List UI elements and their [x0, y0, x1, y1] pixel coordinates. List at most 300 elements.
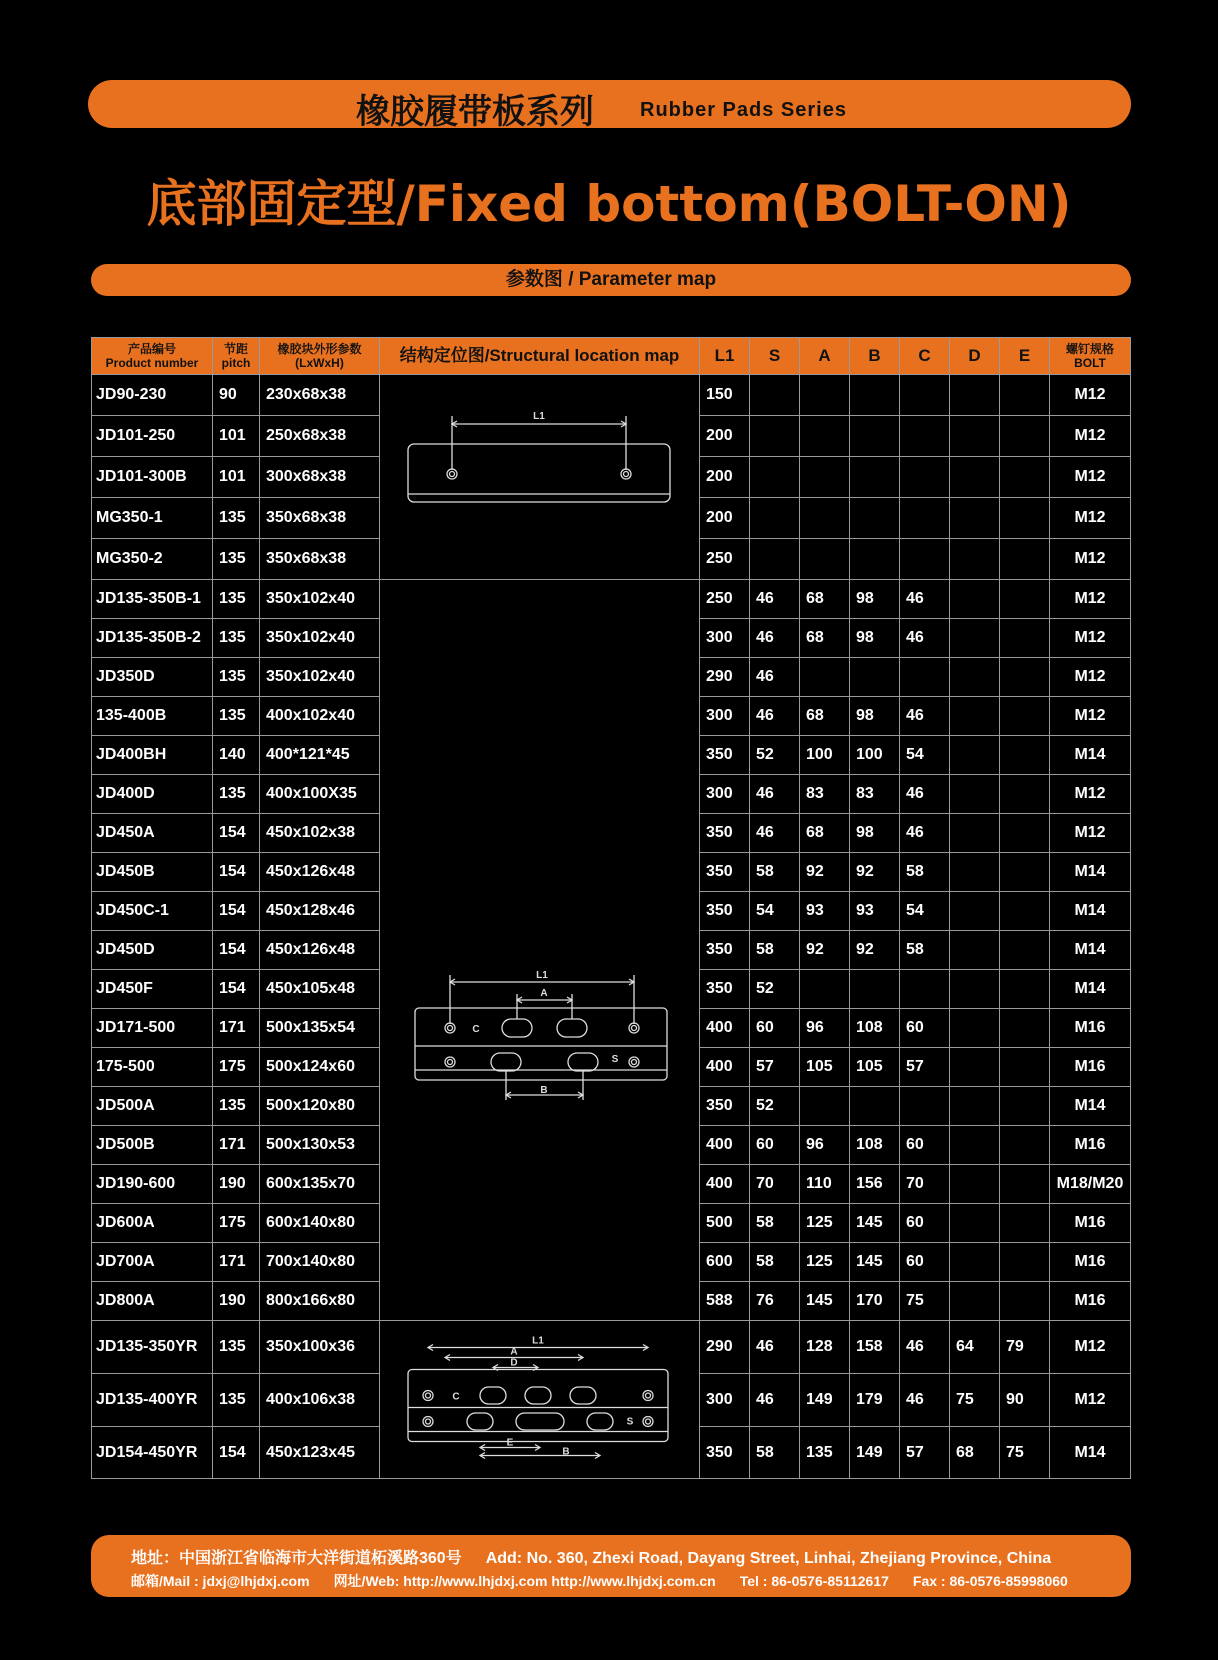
- diagram-label: E: [506, 1437, 514, 1449]
- size-cell: 400x100X35: [260, 775, 380, 814]
- s-cell: 46: [750, 619, 800, 658]
- l1-cell: 350: [700, 931, 750, 970]
- c-cell: [900, 498, 950, 539]
- size-cell: 350x68x38: [260, 539, 380, 580]
- c-cell: 54: [900, 892, 950, 931]
- l1-cell: 350: [700, 853, 750, 892]
- s-cell: 58: [750, 1204, 800, 1243]
- pitch-cell: 135: [213, 1374, 260, 1427]
- bolt-cell: M16: [1050, 1009, 1131, 1048]
- product-cell: JD135-350YR: [92, 1321, 213, 1374]
- d-cell: [950, 892, 1000, 931]
- b-cell: 145: [850, 1204, 900, 1243]
- pitch-cell: 154: [213, 892, 260, 931]
- product-cell: JD450D: [92, 931, 213, 970]
- d-cell: [950, 736, 1000, 775]
- a-cell: 149: [800, 1374, 850, 1427]
- header-b: B: [850, 338, 900, 375]
- a-cell: [800, 498, 850, 539]
- d-cell: 64: [950, 1321, 1000, 1374]
- size-cell: 500x124x60: [260, 1048, 380, 1087]
- a-cell: 135: [800, 1427, 850, 1479]
- b-cell: 145: [850, 1243, 900, 1282]
- product-cell: JD101-250: [92, 416, 213, 457]
- pitch-cell: 140: [213, 736, 260, 775]
- product-cell: JD700A: [92, 1243, 213, 1282]
- s-cell: 52: [750, 1087, 800, 1126]
- e-cell: [1000, 970, 1050, 1009]
- e-cell: [1000, 619, 1050, 658]
- d-cell: [950, 416, 1000, 457]
- address-en: Add: No. 360, Zhexi Road, Dayang Street, Linhai, Zhejiang Province, China: [485, 1550, 1052, 1567]
- c-cell: [900, 539, 950, 580]
- pitch-cell: 135: [213, 775, 260, 814]
- diagram-label: D: [510, 1357, 518, 1369]
- s-cell: [750, 375, 800, 416]
- size-cell: 450x126x48: [260, 853, 380, 892]
- l1-cell: 300: [700, 697, 750, 736]
- d-cell: 68: [950, 1427, 1000, 1479]
- table-header-row: [92, 338, 1131, 375]
- e-cell: 79: [1000, 1321, 1050, 1374]
- spec-table-wrapper: [91, 337, 1131, 1479]
- d-cell: [950, 970, 1000, 1009]
- address-line: [131, 1545, 1051, 1568]
- product-cell: JD171-500: [92, 1009, 213, 1048]
- web-text: 网址/Web: http://www.lhjdxj.com http://www.lhjdxj.com.cn: [333, 1573, 716, 1589]
- bolt-cell: M12: [1050, 619, 1131, 658]
- header-a: A: [800, 338, 850, 375]
- l1-cell: 250: [700, 539, 750, 580]
- bolt-cell: M14: [1050, 1087, 1131, 1126]
- b-cell: 158: [850, 1321, 900, 1374]
- product-cell: JD350D: [92, 658, 213, 697]
- bolt-cell: M16: [1050, 1204, 1131, 1243]
- s-cell: 52: [750, 736, 800, 775]
- size-cell: 450x126x48: [260, 931, 380, 970]
- mail-text: 邮箱/Mail : jdxj@lhjdxj.com: [131, 1573, 310, 1589]
- product-cell: JD450C-1: [92, 892, 213, 931]
- a-cell: 92: [800, 853, 850, 892]
- size-cell: 450x123x45: [260, 1427, 380, 1479]
- s-cell: 54: [750, 892, 800, 931]
- a-cell: 92: [800, 931, 850, 970]
- l1-cell: 400: [700, 1009, 750, 1048]
- c-cell: 60: [900, 1204, 950, 1243]
- size-cell: 350x100x36: [260, 1321, 380, 1374]
- s-cell: 60: [750, 1126, 800, 1165]
- d-cell: [950, 931, 1000, 970]
- e-cell: [1000, 1282, 1050, 1321]
- l1-cell: 500: [700, 1204, 750, 1243]
- bolt-cell: M16: [1050, 1282, 1131, 1321]
- table-row: [92, 1321, 1131, 1374]
- bolt-cell: M12: [1050, 539, 1131, 580]
- l1-cell: 400: [700, 1126, 750, 1165]
- diagram-label: A: [510, 1346, 518, 1358]
- a-cell: [800, 539, 850, 580]
- b-cell: 98: [850, 580, 900, 619]
- a-cell: 145: [800, 1282, 850, 1321]
- e-cell: [1000, 658, 1050, 697]
- b-cell: [850, 498, 900, 539]
- b-cell: 179: [850, 1374, 900, 1427]
- bolt-cell: M16: [1050, 1126, 1131, 1165]
- pitch-cell: 171: [213, 1126, 260, 1165]
- b-cell: [850, 970, 900, 1009]
- table-row: [92, 375, 1131, 416]
- pitch-cell: 135: [213, 1087, 260, 1126]
- contact-footer: [91, 1535, 1131, 1597]
- b-cell: 93: [850, 892, 900, 931]
- product-cell: 175-500: [92, 1048, 213, 1087]
- pitch-cell: 171: [213, 1009, 260, 1048]
- c-cell: 46: [900, 697, 950, 736]
- c-cell: [900, 970, 950, 1009]
- a-cell: 128: [800, 1321, 850, 1374]
- c-cell: 60: [900, 1243, 950, 1282]
- structure-diagram: [380, 580, 700, 1321]
- e-cell: [1000, 375, 1050, 416]
- e-cell: 90: [1000, 1374, 1050, 1427]
- bolt-cell: M12: [1050, 375, 1131, 416]
- e-cell: [1000, 1204, 1050, 1243]
- pitch-cell: 190: [213, 1165, 260, 1204]
- size-cell: 350x68x38: [260, 498, 380, 539]
- pitch-cell: 135: [213, 580, 260, 619]
- a-cell: [800, 658, 850, 697]
- size-cell: 800x166x80: [260, 1282, 380, 1321]
- l1-cell: 290: [700, 658, 750, 697]
- pitch-cell: 101: [213, 457, 260, 498]
- bolt-cell: M14: [1050, 931, 1131, 970]
- product-cell: JD800A: [92, 1282, 213, 1321]
- size-cell: 400x106x38: [260, 1374, 380, 1427]
- pitch-cell: 175: [213, 1048, 260, 1087]
- pitch-cell: 154: [213, 931, 260, 970]
- size-cell: 350x102x40: [260, 658, 380, 697]
- size-cell: 250x68x38: [260, 416, 380, 457]
- series-title-en: Rubber Pads Series: [640, 99, 847, 121]
- e-cell: [1000, 853, 1050, 892]
- size-cell: 350x102x40: [260, 619, 380, 658]
- b-cell: 98: [850, 697, 900, 736]
- product-cell: JD190-600: [92, 1165, 213, 1204]
- l1-cell: 350: [700, 970, 750, 1009]
- product-cell: JD101-300B: [92, 457, 213, 498]
- pitch-cell: 175: [213, 1204, 260, 1243]
- a-cell: 93: [800, 892, 850, 931]
- table-row: [92, 580, 1131, 619]
- l1-cell: 350: [700, 814, 750, 853]
- diagram-label: S: [626, 1416, 634, 1428]
- size-cell: 500x120x80: [260, 1087, 380, 1126]
- e-cell: [1000, 498, 1050, 539]
- pitch-cell: 135: [213, 658, 260, 697]
- pitch-cell: 135: [213, 619, 260, 658]
- c-cell: 60: [900, 1126, 950, 1165]
- l1-cell: 250: [700, 580, 750, 619]
- b-cell: 105: [850, 1048, 900, 1087]
- a-cell: 105: [800, 1048, 850, 1087]
- diagram-label: C: [452, 1391, 460, 1403]
- bolt-cell: M12: [1050, 580, 1131, 619]
- product-cell: JD135-400YR: [92, 1374, 213, 1427]
- c-cell: 46: [900, 1321, 950, 1374]
- diagram-label: A: [540, 988, 548, 999]
- diagram-label: S: [611, 1054, 619, 1065]
- l1-cell: 400: [700, 1165, 750, 1204]
- s-cell: 52: [750, 970, 800, 1009]
- diagram-label: L1: [536, 970, 548, 981]
- e-cell: [1000, 1087, 1050, 1126]
- product-cell: JD400D: [92, 775, 213, 814]
- s-cell: 46: [750, 580, 800, 619]
- product-cell: JD450B: [92, 853, 213, 892]
- a-cell: 96: [800, 1009, 850, 1048]
- c-cell: 46: [900, 580, 950, 619]
- bolt-cell: M14: [1050, 853, 1131, 892]
- s-cell: [750, 539, 800, 580]
- product-cell: JD600A: [92, 1204, 213, 1243]
- a-cell: [800, 1087, 850, 1126]
- product-cell: JD450F: [92, 970, 213, 1009]
- a-cell: [800, 457, 850, 498]
- c-cell: [900, 375, 950, 416]
- e-cell: [1000, 814, 1050, 853]
- l1-cell: 300: [700, 1374, 750, 1427]
- bolt-cell: M18/M20: [1050, 1165, 1131, 1204]
- d-cell: [950, 775, 1000, 814]
- s-cell: [750, 457, 800, 498]
- c-cell: 54: [900, 736, 950, 775]
- parameter-map-bar: [91, 264, 1131, 296]
- b-cell: [850, 658, 900, 697]
- s-cell: 46: [750, 775, 800, 814]
- a-cell: 125: [800, 1243, 850, 1282]
- b-cell: [850, 416, 900, 457]
- size-cell: 400x102x40: [260, 697, 380, 736]
- bolt-cell: M12: [1050, 1321, 1131, 1374]
- e-cell: [1000, 1126, 1050, 1165]
- product-cell: JD400BH: [92, 736, 213, 775]
- structure-map-cell: [380, 375, 700, 580]
- size-cell: 350x102x40: [260, 580, 380, 619]
- product-cell: JD135-350B-2: [92, 619, 213, 658]
- pitch-cell: 190: [213, 1282, 260, 1321]
- bolt-cell: M14: [1050, 892, 1131, 931]
- l1-cell: 300: [700, 619, 750, 658]
- pitch-cell: 135: [213, 1321, 260, 1374]
- e-cell: [1000, 1243, 1050, 1282]
- pitch-cell: 135: [213, 539, 260, 580]
- l1-cell: 300: [700, 775, 750, 814]
- size-cell: 230x68x38: [260, 375, 380, 416]
- b-cell: 108: [850, 1126, 900, 1165]
- l1-cell: 200: [700, 498, 750, 539]
- l1-cell: 600: [700, 1243, 750, 1282]
- diagram-label: L1: [533, 411, 545, 422]
- s-cell: 46: [750, 1374, 800, 1427]
- pitch-cell: 154: [213, 1427, 260, 1479]
- d-cell: [950, 1009, 1000, 1048]
- header-pitch: 节距 pitch: [213, 338, 260, 375]
- c-cell: 46: [900, 1374, 950, 1427]
- b-cell: 83: [850, 775, 900, 814]
- bolt-cell: M12: [1050, 457, 1131, 498]
- c-cell: 57: [900, 1427, 950, 1479]
- diagram-label: C: [472, 1024, 480, 1035]
- d-cell: [950, 1204, 1000, 1243]
- s-cell: 58: [750, 931, 800, 970]
- b-cell: 170: [850, 1282, 900, 1321]
- b-cell: [850, 1087, 900, 1126]
- l1-cell: 588: [700, 1282, 750, 1321]
- c-cell: 58: [900, 853, 950, 892]
- d-cell: [950, 498, 1000, 539]
- e-cell: [1000, 736, 1050, 775]
- s-cell: 58: [750, 1243, 800, 1282]
- e-cell: [1000, 457, 1050, 498]
- header-product: 产品编号 Product number: [92, 338, 213, 375]
- size-cell: 700x140x80: [260, 1243, 380, 1282]
- b-cell: 98: [850, 814, 900, 853]
- c-cell: 75: [900, 1282, 950, 1321]
- c-cell: 60: [900, 1009, 950, 1048]
- product-cell: MG350-2: [92, 539, 213, 580]
- parameter-map-label: 参数图 / Parameter map: [505, 269, 717, 290]
- bolt-cell: M16: [1050, 1048, 1131, 1087]
- l1-cell: 290: [700, 1321, 750, 1374]
- header-map: 结构定位图/Structural location map: [380, 338, 700, 375]
- b-cell: [850, 539, 900, 580]
- l1-cell: 350: [700, 1427, 750, 1479]
- d-cell: [950, 1087, 1000, 1126]
- e-cell: [1000, 775, 1050, 814]
- bolt-cell: M12: [1050, 498, 1131, 539]
- table-body: [92, 375, 1131, 1479]
- a-cell: 83: [800, 775, 850, 814]
- a-cell: 96: [800, 1126, 850, 1165]
- c-cell: 46: [900, 619, 950, 658]
- e-cell: [1000, 580, 1050, 619]
- size-cell: 500x130x53: [260, 1126, 380, 1165]
- address-cn: 地址：中国浙江省临海市大洋街道柘溪路360号: [131, 1550, 462, 1567]
- pitch-cell: 154: [213, 814, 260, 853]
- s-cell: 58: [750, 853, 800, 892]
- size-cell: 450x105x48: [260, 970, 380, 1009]
- bolt-cell: M16: [1050, 1243, 1131, 1282]
- bolt-cell: M12: [1050, 658, 1131, 697]
- d-cell: [950, 539, 1000, 580]
- e-cell: [1000, 416, 1050, 457]
- l1-cell: 150: [700, 375, 750, 416]
- pitch-cell: 154: [213, 853, 260, 892]
- structure-diagram: [380, 375, 700, 580]
- c-cell: 46: [900, 775, 950, 814]
- d-cell: [950, 619, 1000, 658]
- d-cell: [950, 658, 1000, 697]
- product-cell: MG350-1: [92, 498, 213, 539]
- structure-map-cell: [380, 580, 700, 1321]
- s-cell: [750, 416, 800, 457]
- b-cell: [850, 457, 900, 498]
- diagram-label: B: [562, 1446, 570, 1458]
- b-cell: 98: [850, 619, 900, 658]
- b-cell: 108: [850, 1009, 900, 1048]
- diagram-label: L1: [532, 1335, 544, 1347]
- l1-cell: 350: [700, 1087, 750, 1126]
- series-title-cn: 橡胶履带板系列: [356, 92, 594, 132]
- c-cell: [900, 658, 950, 697]
- c-cell: 58: [900, 931, 950, 970]
- size-cell: 450x102x38: [260, 814, 380, 853]
- d-cell: [950, 1243, 1000, 1282]
- structure-diagram: [380, 1321, 700, 1479]
- a-cell: 68: [800, 619, 850, 658]
- s-cell: 58: [750, 1427, 800, 1479]
- header-l1: L1: [700, 338, 750, 375]
- pitch-cell: 90: [213, 375, 260, 416]
- s-cell: 46: [750, 814, 800, 853]
- size-cell: 300x68x38: [260, 457, 380, 498]
- s-cell: 46: [750, 658, 800, 697]
- e-cell: [1000, 1165, 1050, 1204]
- header-c: C: [900, 338, 950, 375]
- c-cell: 57: [900, 1048, 950, 1087]
- d-cell: [950, 457, 1000, 498]
- d-cell: 75: [950, 1374, 1000, 1427]
- l1-cell: 200: [700, 416, 750, 457]
- pitch-cell: 135: [213, 697, 260, 736]
- b-cell: 92: [850, 931, 900, 970]
- bolt-cell: M14: [1050, 736, 1131, 775]
- a-cell: 125: [800, 1204, 850, 1243]
- b-cell: [850, 375, 900, 416]
- d-cell: [950, 1165, 1000, 1204]
- s-cell: 46: [750, 697, 800, 736]
- b-cell: 149: [850, 1427, 900, 1479]
- header-e: E: [1000, 338, 1050, 375]
- a-cell: [800, 970, 850, 1009]
- bolt-cell: M12: [1050, 697, 1131, 736]
- a-cell: 68: [800, 697, 850, 736]
- size-cell: 600x140x80: [260, 1204, 380, 1243]
- header-d: D: [950, 338, 1000, 375]
- l1-cell: 350: [700, 736, 750, 775]
- size-cell: 600x135x70: [260, 1165, 380, 1204]
- product-cell: 135-400B: [92, 697, 213, 736]
- pitch-cell: 171: [213, 1243, 260, 1282]
- e-cell: [1000, 931, 1050, 970]
- pitch-cell: 101: [213, 416, 260, 457]
- e-cell: [1000, 539, 1050, 580]
- d-cell: [950, 853, 1000, 892]
- d-cell: [950, 1048, 1000, 1087]
- size-cell: 400*121*45: [260, 736, 380, 775]
- product-cell: JD135-350B-1: [92, 580, 213, 619]
- a-cell: 100: [800, 736, 850, 775]
- pitch-cell: 154: [213, 970, 260, 1009]
- d-cell: [950, 814, 1000, 853]
- s-cell: 76: [750, 1282, 800, 1321]
- a-cell: 68: [800, 814, 850, 853]
- e-cell: 75: [1000, 1427, 1050, 1479]
- d-cell: [950, 1282, 1000, 1321]
- product-cell: JD90-230: [92, 375, 213, 416]
- bolt-cell: M14: [1050, 970, 1131, 1009]
- bolt-cell: M12: [1050, 775, 1131, 814]
